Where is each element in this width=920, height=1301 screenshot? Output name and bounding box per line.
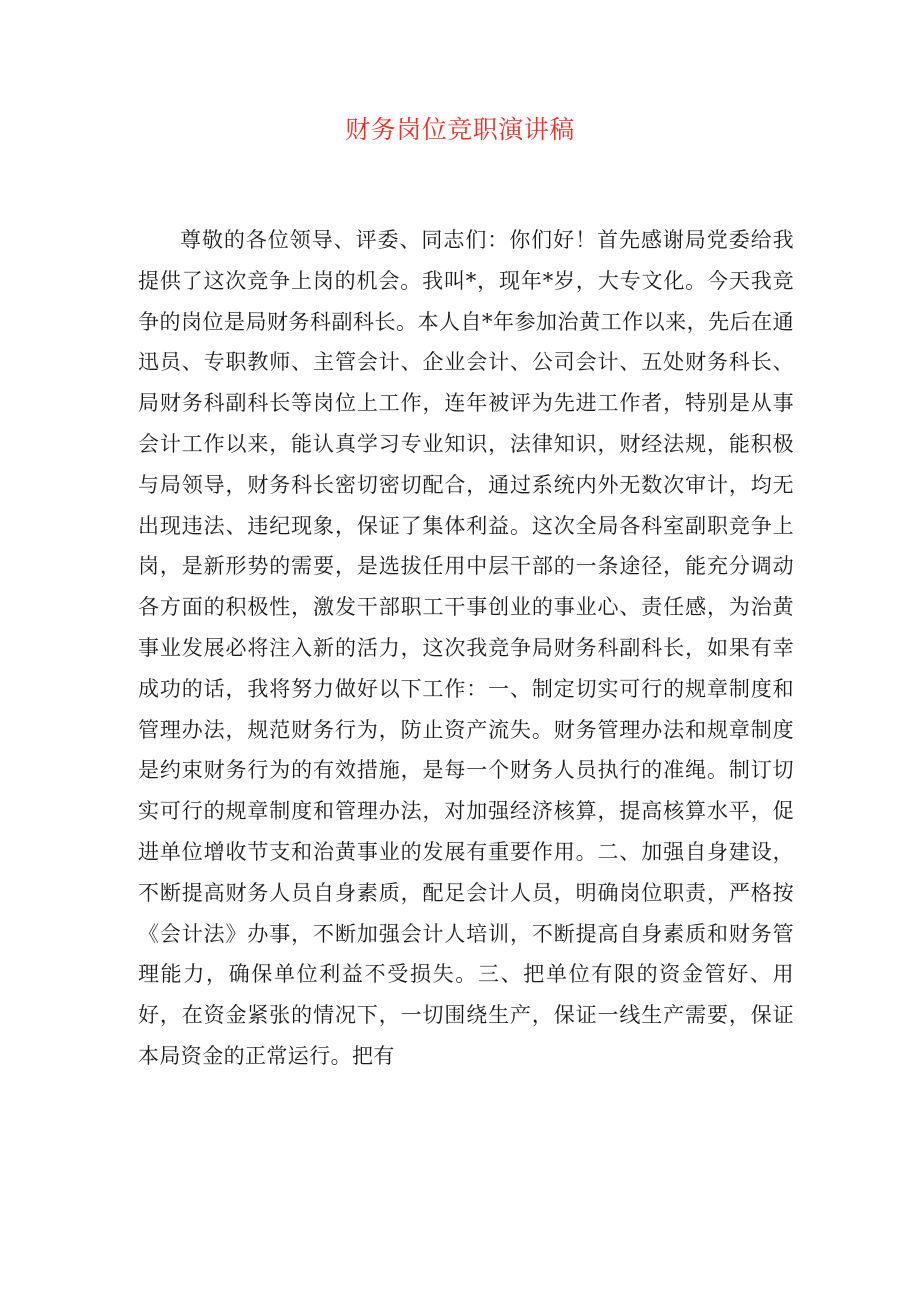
body-paragraph: 尊敬的各位领导、评委、同志们：你们好！首先感谢局党委给我提供了这次竞争上岗的机会。我叫*，现年*岁，大专文化。今天我竞争的岗位是局财务科副科长。本人自*年参加治黄工作以来，先后在通迅员、专职教师、主管会计、企业会计、公司会计、五处财务科长、局财务科副科长等岗位上工作，连年被评为先进工作者，特别是从事会计工作以来，能认真学习专业知识，法律知识，财经法规，能积极与局领导，财务科长密切密切配合，通过系统内外无数次审计，均无出现违法、违纪现象，保证了集体利益。这次全局各科室副职竞争上岗，是新形势的需要，是选拔任用中层干部的一条途径，能充分调动各方面的积极性，激发干部职工干事创业的事业心、责任感，为治黄事业发展必将注入新的活力，这次我竞争局财务科副科长，如果有幸成功的话，我将努力做好以下工作：一、制定切实可行的规章制度和管理办法，规范财务行为，防止资产流失。财务管理办法和规章制度是约束财务行为的有效措施，是每一个财务人员执行的准绳。制订切实可行的规章制度和管理办法，对加强经济核算，提高核算水平，促进单位增收节支和治黄事业的发展有重要作用。二、加强自身建设，不断提高财务人员自身素质，配足会计人员，明确岗位职责，严格按《会计法》办事，不断加强会计人培训，不断提高自身素质和财务管理能力，确保单位利益不受损失。三、把单位有限的资金管好、用好，在资金紧张的情况下，一切围绕生产，保证一线生产需要，保证本局资金的正常运行。把有 bbox=[138, 228, 794, 1068]
document-title: 财务岗位竞职演讲稿 bbox=[345, 115, 575, 144]
